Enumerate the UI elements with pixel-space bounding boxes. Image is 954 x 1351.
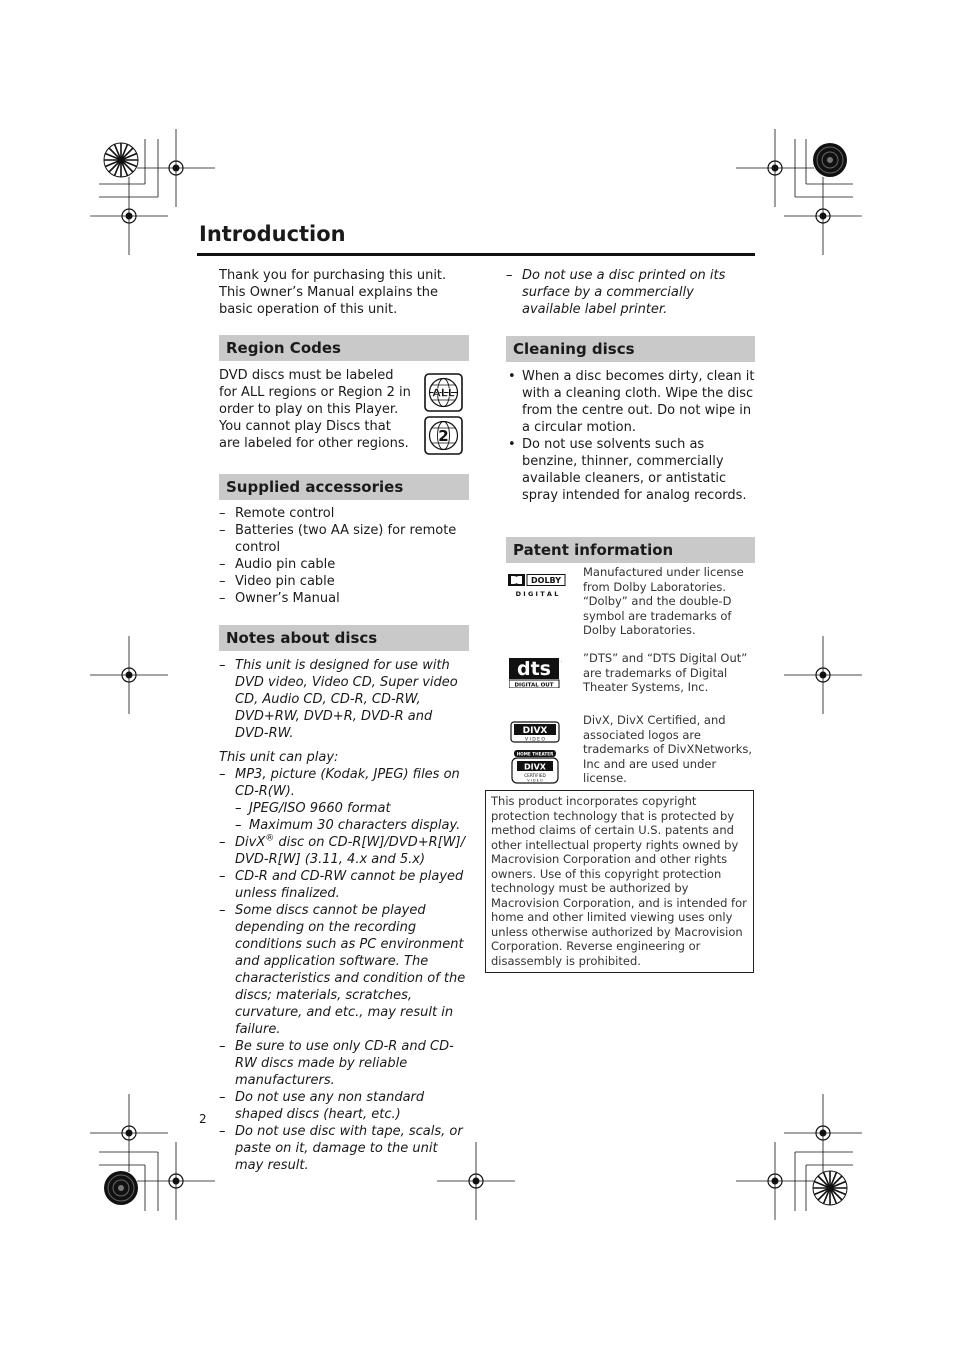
list-item: – Owner’s Manual [219, 590, 469, 607]
region-all-icon [424, 373, 463, 412]
svg-text:V I D E O: V I D E O [527, 778, 543, 783]
region-heading: Region Codes [219, 335, 469, 361]
list-item: – Do not use a disc printed on its surface by a commercially available label printer. [506, 267, 755, 318]
registered-mark: ® [265, 833, 275, 844]
list-item: – Do not use disc with tape, scals, or paste on it, damage to the unit may result. [219, 1123, 469, 1174]
page-number: 2 [199, 1112, 207, 1126]
can-play-list [219, 766, 469, 800]
divx-text: DivX, DivX Certified, and associated logos are trademarks of DivXNetworks, Inc and are used under license. [583, 713, 753, 785]
dolby-text: Manufactured under license from Dolby Laboratories. “Dolby” and the double-D symbol are trademarks of Dolby Laboratories. [583, 565, 744, 637]
notes-heading: Notes about discs [219, 625, 469, 651]
right-column [506, 267, 755, 805]
intro-text: Thank you for purchasing this unit. This Owner’s Manual explains the basic operation of this unit. [219, 268, 447, 317]
dolby-logo-sub: D I G I T A L [515, 590, 559, 598]
region-all-label: ALL [432, 386, 455, 400]
region-section [219, 367, 469, 457]
divx-rest: disc on CD-R[W]/DVD+R[W]/ DVD-R[W] (3.11, 4.x and 5.x) [235, 835, 466, 867]
title-rule [197, 253, 755, 256]
left-column [219, 267, 469, 1174]
list-item: – Do not use any non standard shaped discs (heart, etc.) [219, 1089, 469, 1123]
divx-logo-word: DIVX [522, 726, 548, 736]
region-2-icon [424, 416, 463, 455]
patent-heading: Patent information [506, 537, 755, 563]
divx-certified-logo-icon [510, 749, 560, 785]
dts-logo-word: dts [517, 658, 551, 680]
list-item: – This unit is designed for use with DVD video, Video CD, Super video CD, Audio CD, CD-R, CD-RW, DVD+RW, DVD+R, DVD-R and DVD-RW. [219, 657, 469, 742]
svg-text:·: · [561, 659, 563, 664]
cleaning-heading: Cleaning discs [506, 336, 755, 362]
notes-list [219, 657, 469, 742]
list-item-divx [219, 834, 469, 868]
list-item: – CD-R and CD-RW cannot be played unless finalized. [219, 868, 469, 902]
list-item: – Remote control [219, 505, 469, 522]
cleaning-list [506, 368, 755, 504]
label-printer-note [506, 267, 755, 318]
list-item: – MP3, picture (Kodak, JPEG) files on CD-R(W). [219, 766, 469, 800]
copyright-notice [485, 790, 754, 973]
dts-logo-sub: DIGITAL OUT [514, 682, 554, 688]
list-item: • Do not use solvents such as benzine, thinner, commercially available cleaners, or antistatic spray intended for analog records. [506, 436, 755, 504]
divx-cert-top: HOME THEATER [516, 751, 554, 757]
list-item: – Batteries (two AA size) for remote control [219, 522, 469, 556]
page-title: Introduction [199, 222, 346, 246]
dts-digital-out-logo-icon [509, 658, 563, 688]
notes-list-rest [219, 834, 469, 1174]
list-item: – Audio pin cable [219, 556, 469, 573]
region-text: DVD discs must be labeled for ALL regions or Region 2 in order to play on this Player. You cannot play Discs that are labeled for other regions. [219, 368, 411, 451]
list-item: – Maximum 30 characters display. [235, 817, 469, 834]
accessories-list [219, 505, 469, 607]
list-item: – JPEG/ISO 9660 format [235, 800, 469, 817]
dolby-logo-word: DOLBY [531, 576, 561, 585]
region-2-label: 2 [438, 427, 449, 445]
dts-row [506, 651, 755, 719]
divx-video-logo-icon [510, 721, 560, 745]
copyright-text: This product incorporates copyright protection technology that is protected by method claims of certain U.S. patents and other intellectual property rights owned by Macrovision Corporation and other rights owners. Use of this copyright protection technology must be authorized by Macrovision Corporation, and is intended for home and other limited viewing uses only unless otherwise authorized by Macrovision Corporation. Reverse engineering or disassembly is prohibited. [491, 794, 747, 968]
divx-word: DivX [235, 835, 266, 850]
dolby-digital-logo-icon [508, 574, 570, 598]
divx-cert-sub: CERTIFIED [524, 773, 546, 778]
can-play-label: This unit can play: [219, 750, 339, 765]
accessories-heading: Supplied accessories [219, 474, 469, 500]
dolby-row [506, 565, 755, 655]
mp3-sublist [235, 800, 469, 834]
divx-logo-sub: V I D E O [525, 737, 545, 743]
list-item: – Be sure to use only CD-R and CD-RW discs made by reliable manufacturers. [219, 1038, 469, 1089]
list-item: • When a disc becomes dirty, clean it with a cleaning cloth. Wipe the disc from the centre out. Do not wipe in a circular motion. [506, 368, 755, 436]
dts-text: ”DTS” and “DTS Digital Out” are trademarks of Digital Theater Systems, Inc. [583, 651, 748, 694]
svg-text:DIVX: DIVX [524, 762, 546, 772]
list-item: – Some discs cannot be played depending on the recording conditions such as PC environment and application software. The characteristics and condition of the discs; materials, scratches, curvature, and etc., may result in failure. [219, 902, 469, 1038]
list-item: – Video pin cable [219, 573, 469, 590]
